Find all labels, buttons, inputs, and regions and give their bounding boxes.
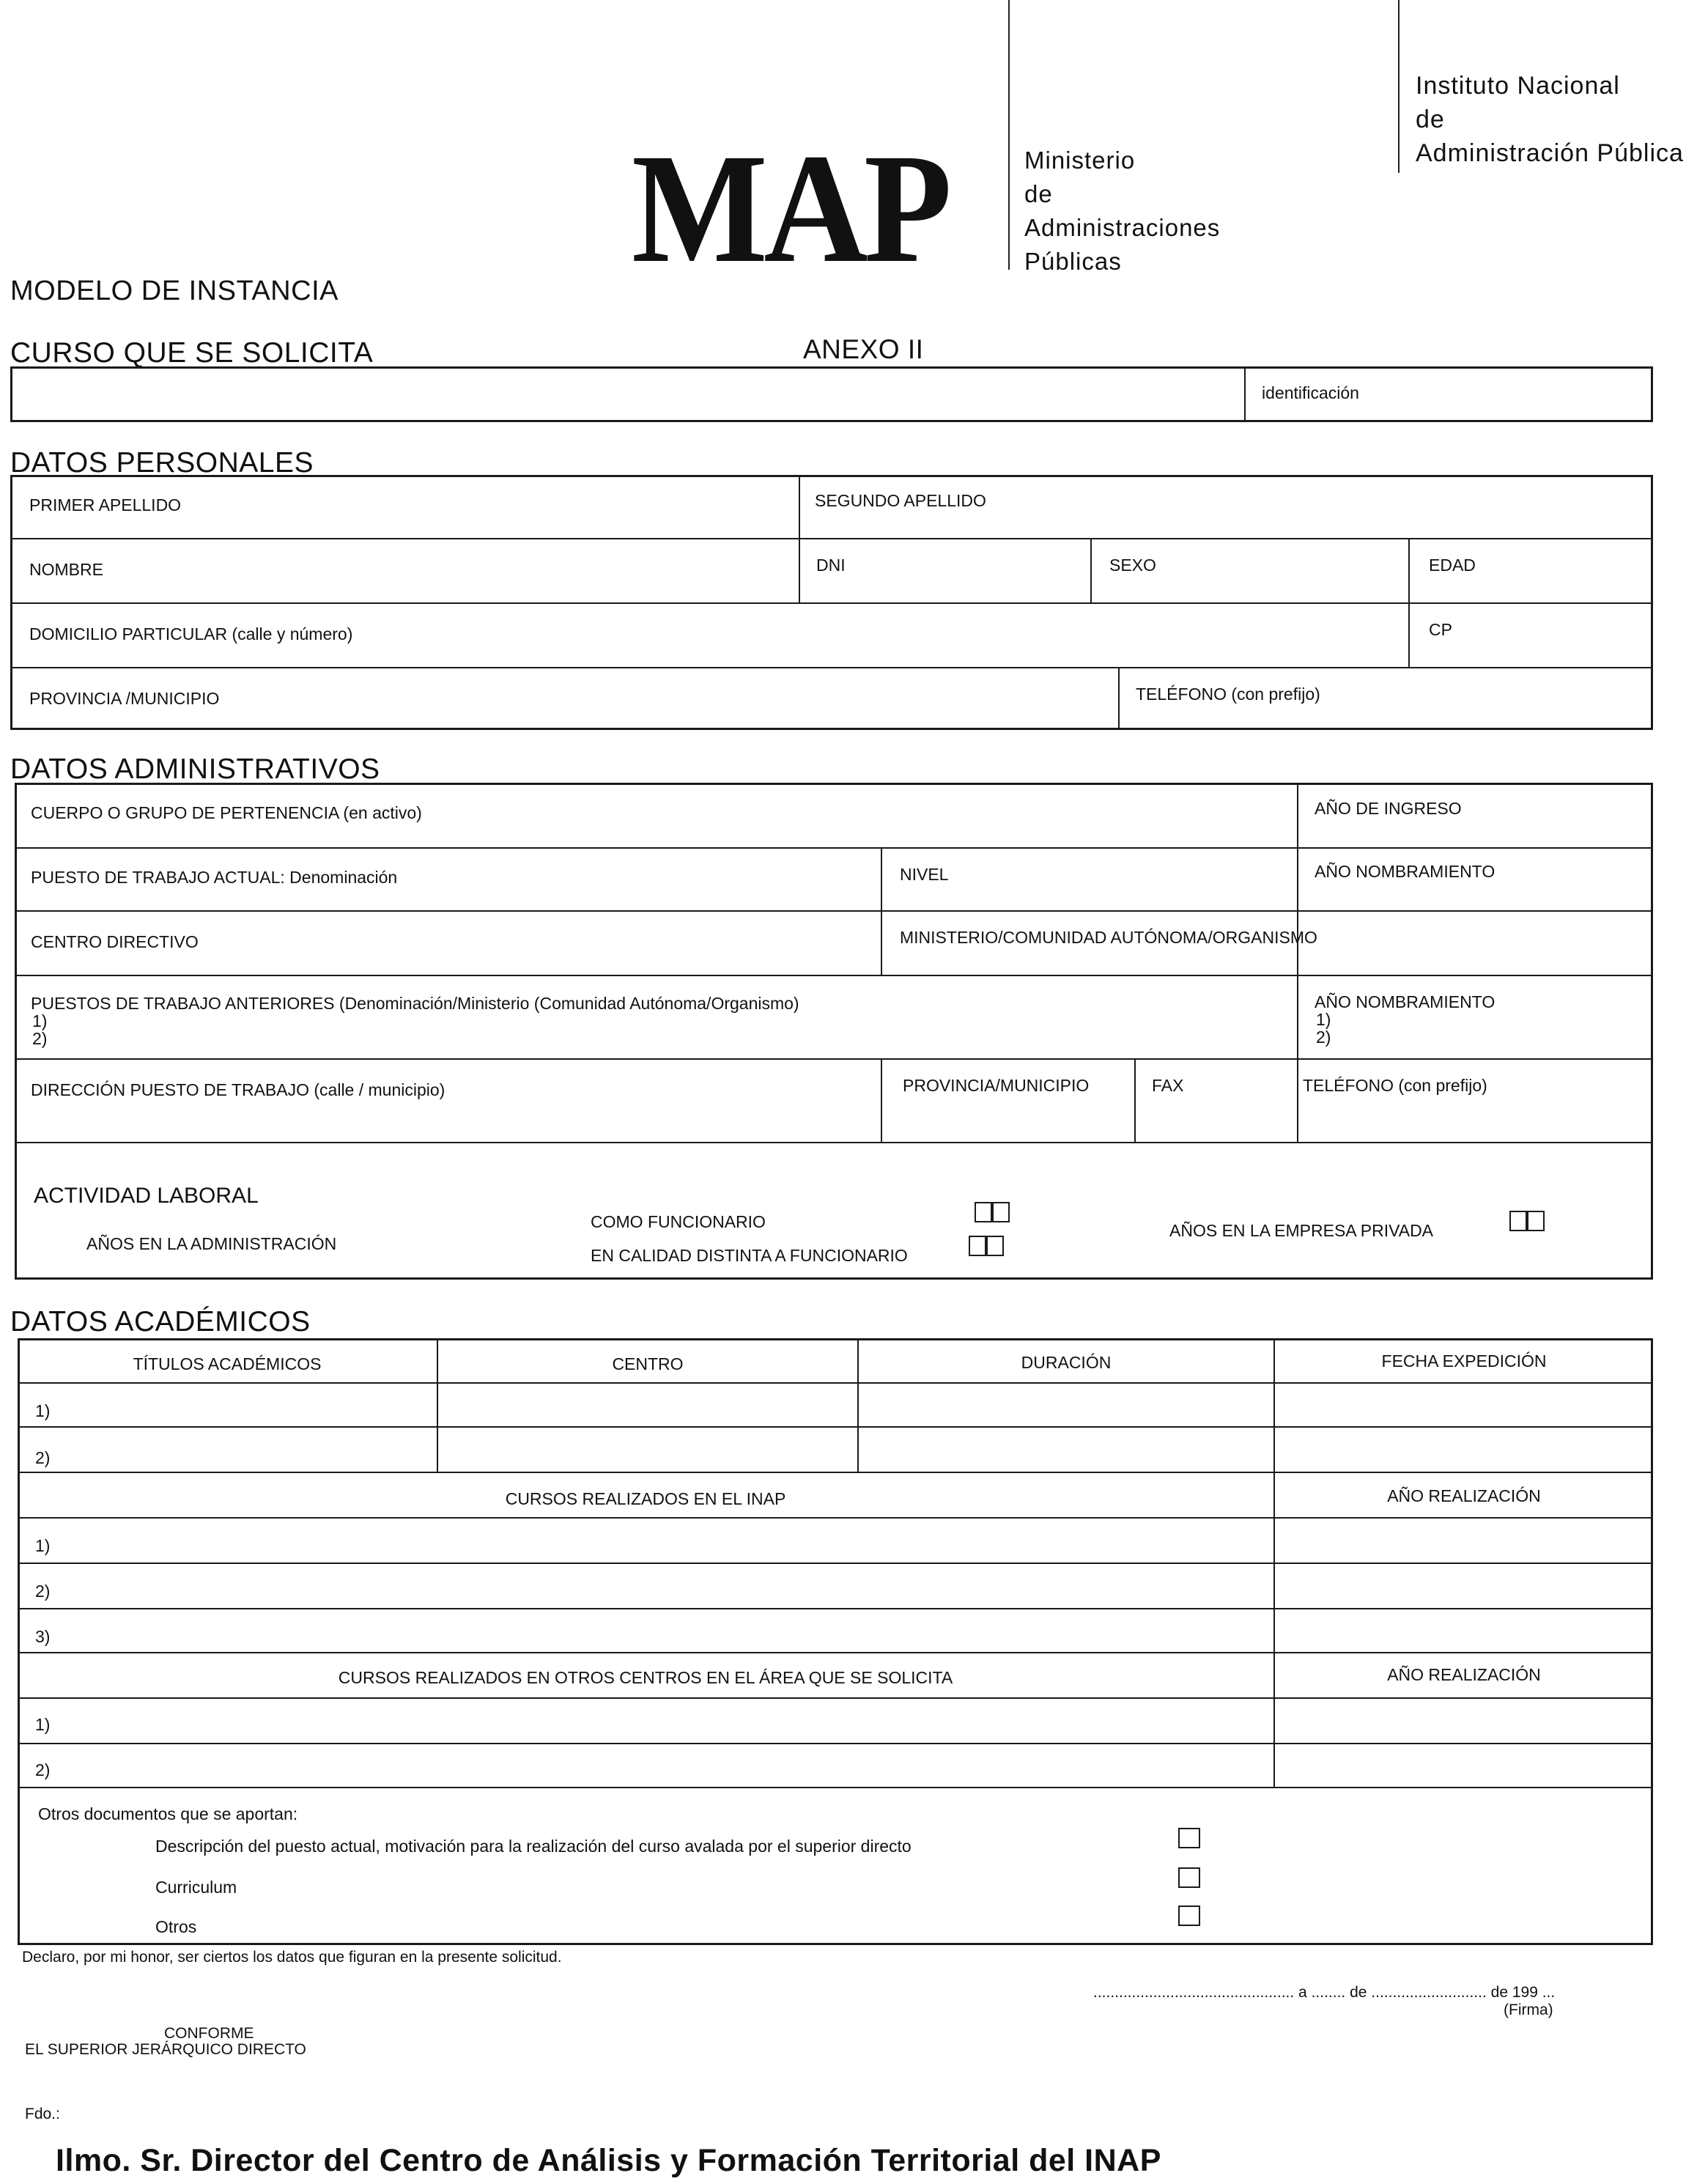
titulo-row-1: 1) <box>35 1401 51 1420</box>
telefono-label: TELÉFONO (con prefijo) <box>1136 685 1320 704</box>
empresa-privada-label: AÑOS EN LA EMPRESA PRIVADA <box>1169 1221 1434 1240</box>
fax-label: FAX <box>1152 1076 1184 1095</box>
map-logo: MAP <box>632 122 948 295</box>
otros-row-2: 2) <box>35 1760 51 1779</box>
logo-divider-right <box>1398 0 1400 173</box>
sexo-label: SEXO <box>1109 556 1156 575</box>
nivel-label: NIVEL <box>900 865 949 884</box>
header-fecha-expedicion: FECHA EXPEDICIÓN <box>1381 1351 1547 1370</box>
header-duracion: DURACIÓN <box>1021 1353 1112 1372</box>
administrativos-box <box>15 783 1653 1280</box>
curso-input[interactable] <box>15 371 1243 419</box>
inap-name: Instituto Nacional de Administración Pública <box>1416 72 1684 167</box>
edad-label: EDAD <box>1429 556 1476 575</box>
como-funcionario-label: COMO FUNCIONARIO <box>591 1212 766 1231</box>
declaracion-text: Declaro, por mi honor, ser ciertos los datos que figuran en la presente solicitud. <box>22 1949 562 1966</box>
distinta-years-box-1[interactable] <box>969 1236 986 1256</box>
anio-nombramiento-item-2: 2) <box>1316 1028 1331 1047</box>
cuerpo-label: CUERPO O GRUPO DE PERTENENCIA (en activo) <box>31 803 422 822</box>
otros-centros-header: CURSOS REALIZADOS EN OTROS CENTROS EN EL ÁREA QUE SE SOLICITA <box>338 1668 953 1687</box>
privada-years-box-1[interactable] <box>1509 1211 1527 1231</box>
inap-row-3: 3) <box>35 1627 51 1646</box>
inap-anio-header: AÑO REALIZACIÓN <box>1387 1486 1541 1505</box>
administrativos-title: DATOS ADMINISTRATIVOS <box>10 753 380 785</box>
anio-nombramiento-item-1: 1) <box>1316 1010 1331 1029</box>
titulo-row-2: 2) <box>35 1448 51 1467</box>
anexo-label: ANEXO II <box>803 334 924 364</box>
header-centro: CENTRO <box>612 1354 684 1373</box>
otros-row-1: 1) <box>35 1715 51 1734</box>
ministerio-label: MINISTERIO/COMUNIDAD AUTÓNOMA/ORGANISMO <box>900 928 1317 947</box>
identificacion-label: identificación <box>1262 383 1359 402</box>
segundo-apellido-label: SEGUNDO APELLIDO <box>815 491 986 510</box>
nombre-label: NOMBRE <box>29 560 103 579</box>
privada-years-box-2[interactable] <box>1527 1211 1545 1231</box>
personales-title: DATOS PERSONALES <box>10 447 314 479</box>
fdo-label: Fdo.: <box>25 2106 60 2122</box>
funcionario-years-box-1[interactable] <box>975 1202 992 1222</box>
conforme-label: CONFORME <box>164 2025 254 2042</box>
calidad-distinta-label: EN CALIDAD DISTINTA A FUNCIONARIO <box>591 1246 908 1265</box>
puestos-anteriores-item-1: 1) <box>32 1011 48 1030</box>
academicos-title: DATOS ACADÉMICOS <box>10 1306 311 1338</box>
curso-title: CURSO QUE SE SOLICITA <box>10 337 374 369</box>
doc-otros-label: Otros <box>155 1917 197 1936</box>
doc-curriculum-label: Curriculum <box>155 1878 237 1897</box>
direccion-label: DIRECCIÓN PUESTO DE TRABAJO (calle / municipio) <box>31 1080 445 1099</box>
logo-divider-left <box>1008 0 1010 270</box>
provincia-municipio-label: PROVINCIA/MUNICIPIO <box>903 1076 1090 1095</box>
inap-row-2: 2) <box>35 1582 51 1601</box>
doc-descripcion-label: Descripción del puesto actual, motivación para la realización del curso avalada por el superior directo <box>155 1837 912 1856</box>
dni-label: DNI <box>816 556 846 575</box>
provincia-label: PROVINCIA /MUNICIPIO <box>29 689 220 708</box>
anio-nombramiento-2-label: AÑO NOMBRAMIENTO <box>1315 992 1495 1011</box>
telefono-trabajo-label: TELÉFONO (con prefijo) <box>1303 1076 1487 1095</box>
cp-label: CP <box>1429 620 1452 639</box>
distinta-years-box-2[interactable] <box>986 1236 1004 1256</box>
inap-row-1: 1) <box>35 1536 51 1555</box>
doc-otros-checkbox[interactable] <box>1178 1906 1200 1926</box>
superior-label: EL SUPERIOR JERÁRQUICO DIRECTO <box>25 2041 306 2058</box>
otros-anio-header: AÑO REALIZACIÓN <box>1387 1665 1541 1684</box>
anios-administracion-label: AÑOS EN LA ADMINISTRACIÓN <box>86 1234 337 1253</box>
anio-ingreso-label: AÑO DE INGRESO <box>1315 799 1462 818</box>
primer-apellido-label: PRIMER APELLIDO <box>29 495 182 514</box>
firma-label: (Firma) <box>1504 2002 1553 2018</box>
anio-nombramiento-label: AÑO NOMBRAMIENTO <box>1315 862 1495 881</box>
puesto-actual-label: PUESTO DE TRABAJO ACTUAL: Denominación <box>31 868 398 887</box>
doc-descripcion-checkbox[interactable] <box>1178 1828 1200 1848</box>
doc-curriculum-checkbox[interactable] <box>1178 1867 1200 1888</box>
puestos-anteriores-item-2: 2) <box>32 1029 48 1048</box>
header-titulos: TÍTULOS ACADÉMICOS <box>133 1354 322 1373</box>
otros-documentos-label: Otros documentos que se aportan: <box>38 1804 298 1823</box>
funcionario-years-box-2[interactable] <box>992 1202 1010 1222</box>
form-title: MODELO DE INSTANCIA <box>10 276 339 306</box>
destinatario-text: Ilmo. Sr. Director del Centro de Análisis y Formación Territorial del INAP <box>56 2143 1161 2178</box>
centro-directivo-label: CENTRO DIRECTIVO <box>31 932 199 951</box>
puestos-anteriores-label: PUESTOS DE TRABAJO ANTERIORES (Denominación/Ministerio (Comunidad Autónoma/Organismo) <box>31 994 799 1013</box>
ministry-name: Ministerio de Administraciones Públicas <box>1024 147 1221 275</box>
fecha-line: ............................................... a ........ de ........................... de 199 ... <box>1093 1984 1556 2001</box>
inap-header: CURSOS REALIZADOS EN EL INAP <box>505 1489 786 1508</box>
actividad-laboral-label: ACTIVIDAD LABORAL <box>34 1184 259 1208</box>
domicilio-label: DOMICILIO PARTICULAR (calle y número) <box>29 624 353 643</box>
